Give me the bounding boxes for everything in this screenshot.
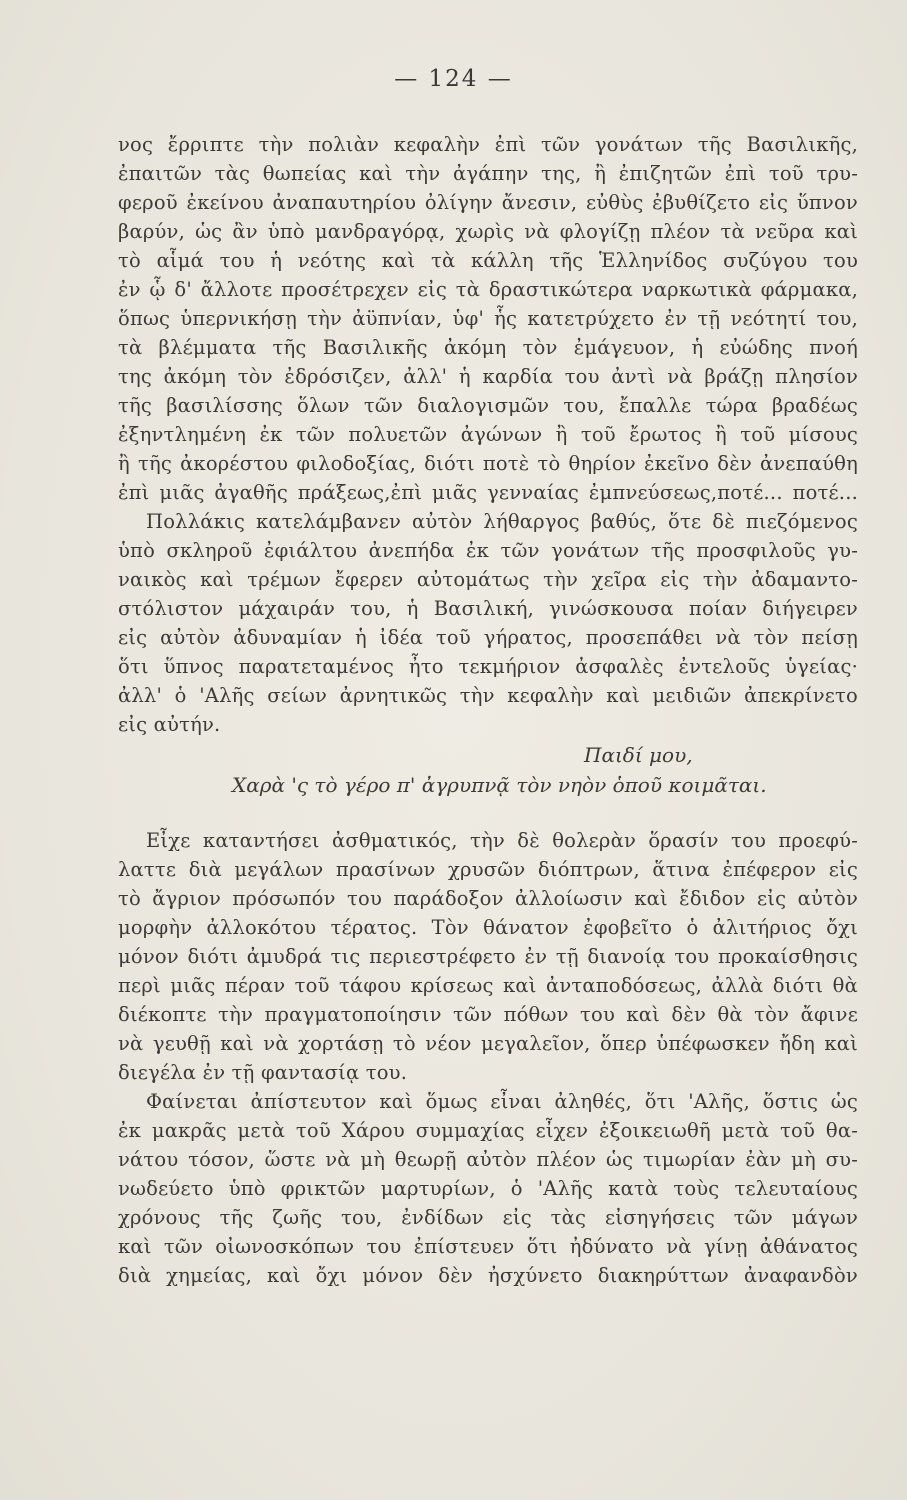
- text-line: διεγέλα ἐν τῇ φαντασίᾳ του.: [118, 1061, 408, 1084]
- text-line: τὰ βλέμματα τῆς Βασιλικῆς ἀκόμη τὸν ἐμάγευον, ἡ εὐώδης πνοή: [118, 336, 858, 359]
- text-line: Πολλάκις κατελάμβανεν αὐτὸν λήθαργος βαθύς, ὅτε δὲ πιεζόμενος: [146, 510, 858, 533]
- verse-line-1: Παιδί μου,: [584, 743, 693, 767]
- text-line: λαττε διὰ μεγάλων πρασίνων χρυσῶν διόπτρων, ἅτινα ἐπέφερον εἰς: [118, 858, 858, 881]
- text-line: μόνον διότι ἀμυδρά τις περιεστρέφετο ἐν τῇ διανοίᾳ του προκαίσθησις: [118, 945, 858, 968]
- text-line: ναικὸς καὶ τρέμων ἔφερεν αὐτομάτως τὴν χεῖρα εἰς τὴν ἀδαμαντο-: [118, 568, 858, 591]
- text-line: ὑπὸ σκληροῦ ἐφιάλτου ἀνεπήδα ἐκ τῶν γονάτων τῆς προσφιλοῦς γυ-: [118, 539, 858, 562]
- text-line: νάτου τόσον, ὥστε νὰ μὴ θεωρῇ αὐτὸν πλέον ὡς τιμωρίαν ἐὰν μὴ συ-: [118, 1148, 858, 1171]
- text-line: τὸ αἷμά του ἡ νεότης καὶ τὰ κάλλη τῆς Ἑλληνίδος συζύγου του: [118, 249, 858, 272]
- text-line: εἰς αὐτήν.: [118, 713, 221, 736]
- text-line: της ἀκόμη τὸν ἐδρόσιζεν, ἀλλ' ἡ καρδία του ἀντὶ νὰ βράζῃ πλησίον: [118, 365, 858, 388]
- text-line: διέκοπτε τὴν πραγματοποίησιν τῶν πόθων του καὶ δὲν θὰ τὸν ἄφινε: [118, 1003, 858, 1026]
- text-line: καὶ τῶν οἰωνοσκόπων του ἐπίστευεν ὅτι ἠδύνατο νὰ γίνῃ ἀθάνατος: [118, 1235, 858, 1258]
- page-number: — 124 —: [394, 66, 513, 92]
- text-line: ὅπως ὑπερνικήσῃ τὴν ἀϋπνίαν, ὑφ' ἧς κατετρύχετο ἐν τῇ νεότητί του,: [118, 307, 858, 330]
- text-line: τὸ ἄγριον πρόσωπόν του παράδοξον ἀλλοίωσιν καὶ ἔδιδον εἰς αὐτὸν: [118, 887, 858, 910]
- text-line: Φαίνεται ἀπίστευτον καὶ ὅμως εἶναι ἀληθές, ὅτι 'Αλῆς, ὅστις ὡς: [146, 1090, 858, 1113]
- text-line: μορφὴν ἀλλοκότου τέρατος. Τὸν θάνατον ἐφοβεῖτο ὁ ἀλιτήριος ὄχι: [118, 916, 858, 939]
- text-line: ὅτι ὕπνος παρατεταμένος ἦτο τεκμήριον ἀσφαλὲς ἐντελοῦς ὑγείας·: [118, 655, 858, 678]
- text-line: ἢ τῆς ἀκορέστου φιλοδοξίας, διότι ποτὲ τὸ θηρίον ἐκεῖνο δὲν ἀνεπαύθη: [118, 452, 858, 475]
- text-line: ἀλλ' ὁ 'Αλῆς σείων ἀρνητικῶς τὴν κεφαλὴν καὶ μειδιῶν ἀπεκρίνετο: [118, 684, 858, 707]
- text-line: ἐπὶ μιᾶς ἀγαθῆς πράξεως,ἐπὶ μιᾶς γενναίας ἐμπνεύσεως,ποτέ... ποτέ...: [118, 481, 858, 504]
- text-line: νωδεύετο ὑπὸ φρικτῶν μαρτυρίων, ὁ 'Αλῆς κατὰ τοὺς τελευταίους: [118, 1177, 858, 1200]
- text-line: φεροῦ ἐκείνου ἀναπαυτηρίου ὀλίγην ἄνεσιν, εὐθὺς ἐβυθίζετο εἰς ὕπνον: [118, 191, 858, 214]
- text-line: νος ἔρριπτε τὴν πολιὰν κεφαλὴν ἐπὶ τῶν γονάτων τῆς Βασιλικῆς,: [118, 133, 858, 156]
- text-line: ἐκ μακρᾶς μετὰ τοῦ Χάρου συμμαχίας εἶχεν ἐξοικειωθῆ μετὰ τοῦ θα-: [118, 1119, 858, 1142]
- text-line: διὰ χημείας, καὶ ὄχι μόνον δὲν ἠσχύνετο διακηρύττων ἀναφανδὸν: [118, 1264, 858, 1287]
- text-line: ἐξηντλημένη ἐκ τῶν πολυετῶν ἀγώνων ἢ τοῦ ἔρωτος ἢ τοῦ μίσους: [118, 423, 858, 446]
- text-line: ἐπαιτῶν τὰς θωπείας καὶ τὴν ἀγάπην της, ἢ ἐπιζητῶν ἐπὶ τοῦ τρυ-: [118, 162, 858, 185]
- text-line: στόλιστον μάχαιράν του, ἡ Βασιλική, γινώσκουσα ποίαν διήγειρεν: [118, 597, 858, 620]
- text-block-upper: [118, 130, 858, 739]
- text-line: ἐν ᾧ δ' ἄλλοτε προσέτρεχεν εἰς τὰ δραστικώτερα ναρκωτικὰ φάρμακα,: [118, 278, 858, 301]
- verse-line-2: Χαρὰ 'ς τὸ γέρο π' ἀγρυπνᾷ τὸν νηὸν ὁποῦ κοιμᾶται.: [232, 773, 767, 797]
- text-line: τῆς βασιλίσσης ὅλων τῶν διαλογισμῶν του, ἔπαλλε τώρα βραδέως: [118, 394, 858, 417]
- text-line: νὰ γευθῇ καὶ νὰ χορτάσῃ τὸ νέον μεγαλεῖον, ὅπερ ὑπέφωσκεν ἤδη καὶ: [118, 1032, 858, 1055]
- text-block-lower: [118, 826, 858, 1290]
- text-line: βαρύν, ὡς ἂν ὑπὸ μανδραγόρᾳ, χωρὶς νὰ φλογίζῃ πλέον τὰ νεῦρα καὶ: [118, 220, 858, 243]
- text-line: περὶ μιᾶς πέραν τοῦ τάφου κρίσεως καὶ ἀνταποδόσεως, ἀλλὰ διότι θὰ: [118, 974, 858, 997]
- text-line: χρόνους τῆς ζωῆς του, ἐνδίδων εἰς τὰς εἰσηγήσεις τῶν μάγων: [118, 1206, 858, 1229]
- text-line: Εἶχε καταντήσει ἀσθματικός, τὴν δὲ θολερὰν ὅρασίν του προεφύ-: [146, 829, 858, 852]
- text-line: εἰς αὐτὸν ἀδυναμίαν ἡ ἰδέα τοῦ γήρατος, προσεπάθει νὰ τὸν πείσῃ: [118, 626, 858, 649]
